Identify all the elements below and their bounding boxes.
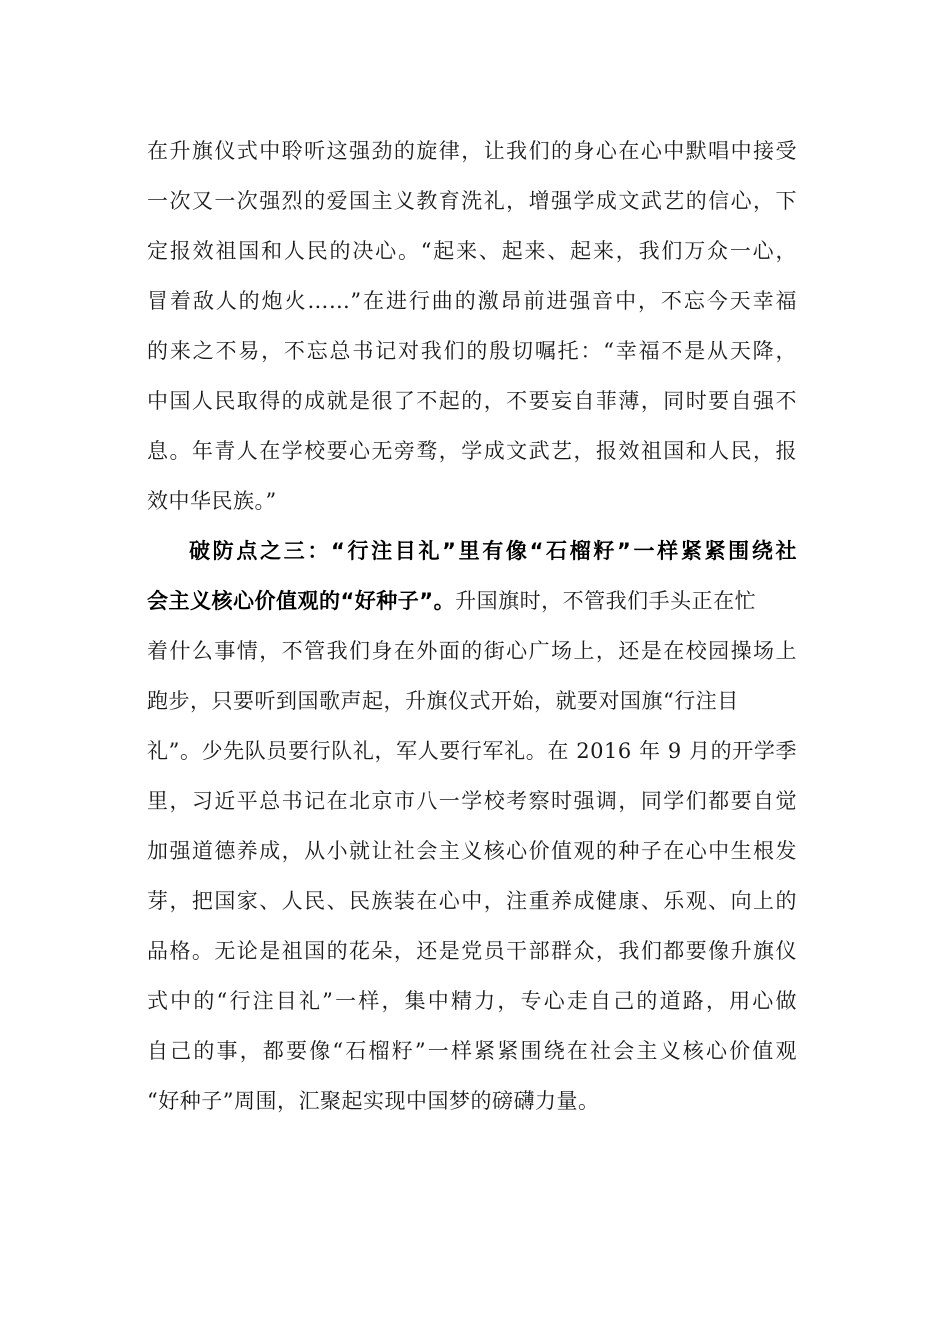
paragraph-2-line: “好种子”周围，汇聚起实现中国梦的磅礴力量。	[147, 1089, 600, 1113]
paragraph-1-line: 冒着敌人的炮火……”在进行曲的激昂前进强音中，不忘今天幸福	[147, 289, 797, 313]
section-heading: 破防点之三：“行注目礼”里有像“石榴籽”一样紧紧围绕社	[189, 539, 797, 563]
paragraph-1	[147, 126, 797, 526]
paragraph-1-line: 在升旗仪式中聆听这强劲的旋律，让我们的身心在心中默唱中接受	[147, 139, 797, 163]
paragraph-2-line: 里，习近平总书记在北京市八一学校考察时强调，同学们都要自觉	[147, 789, 797, 813]
paragraph-1-line: 一次又一次强烈的爱国主义教育洗礼，增强学成文武艺的信心，下	[147, 189, 797, 213]
paragraph-1-line: 息。年青人在学校要心无旁骛，学成文武艺，报效祖国和人民，报	[147, 439, 797, 463]
paragraph-2-line: 加强道德养成，从小就让社会主义核心价值观的种子在心中生根发	[147, 839, 797, 863]
paragraph-2	[147, 526, 797, 1126]
section-heading-end: 会主义核心价值观的“好种子”。	[147, 589, 456, 613]
paragraph-2-line: 式中的“行注目礼”一样，集中精力，专心走自己的道路，用心做	[147, 989, 797, 1013]
paragraph-2-line: 品格。无论是祖国的花朵，还是党员干部群众，我们都要像升旗仪	[147, 939, 797, 963]
paragraph-1-line: 的来之不易，不忘总书记对我们的殷切嘱托：“幸福不是从天降，	[147, 339, 797, 363]
paragraph-2-line: 芽，把国家、人民、民族装在心中，注重养成健康、乐观、向上的	[147, 889, 797, 913]
paragraph-1-line: 定报效祖国和人民的决心。“起来、起来、起来，我们万众一心，	[147, 239, 797, 263]
paragraph-1-line: 中国人民取得的成就是很了不起的，不要妄自菲薄，同时要自强不	[147, 389, 797, 413]
paragraph-2-text: 升国旗时，不管我们手头正在忙	[455, 589, 757, 613]
paragraph-2-line	[147, 576, 797, 626]
paragraph-2-line: 跑步，只要听到国歌声起，升旗仪式开始，就要对国旗“行注目	[147, 689, 739, 713]
paragraph-2-line: 着什么事情，不管我们身在外面的街心广场上，还是在校园操场上	[147, 639, 797, 663]
paragraph-2-line: 自己的事，都要像“石榴籽”一样紧紧围绕在社会主义核心价值观	[147, 1039, 797, 1063]
paragraph-1-line: 效中华民族。”	[147, 489, 277, 513]
paragraph-2-line: 礼”。少先队员要行队礼，军人要行军礼。在 2016 年 9 月的开学季	[147, 739, 797, 763]
